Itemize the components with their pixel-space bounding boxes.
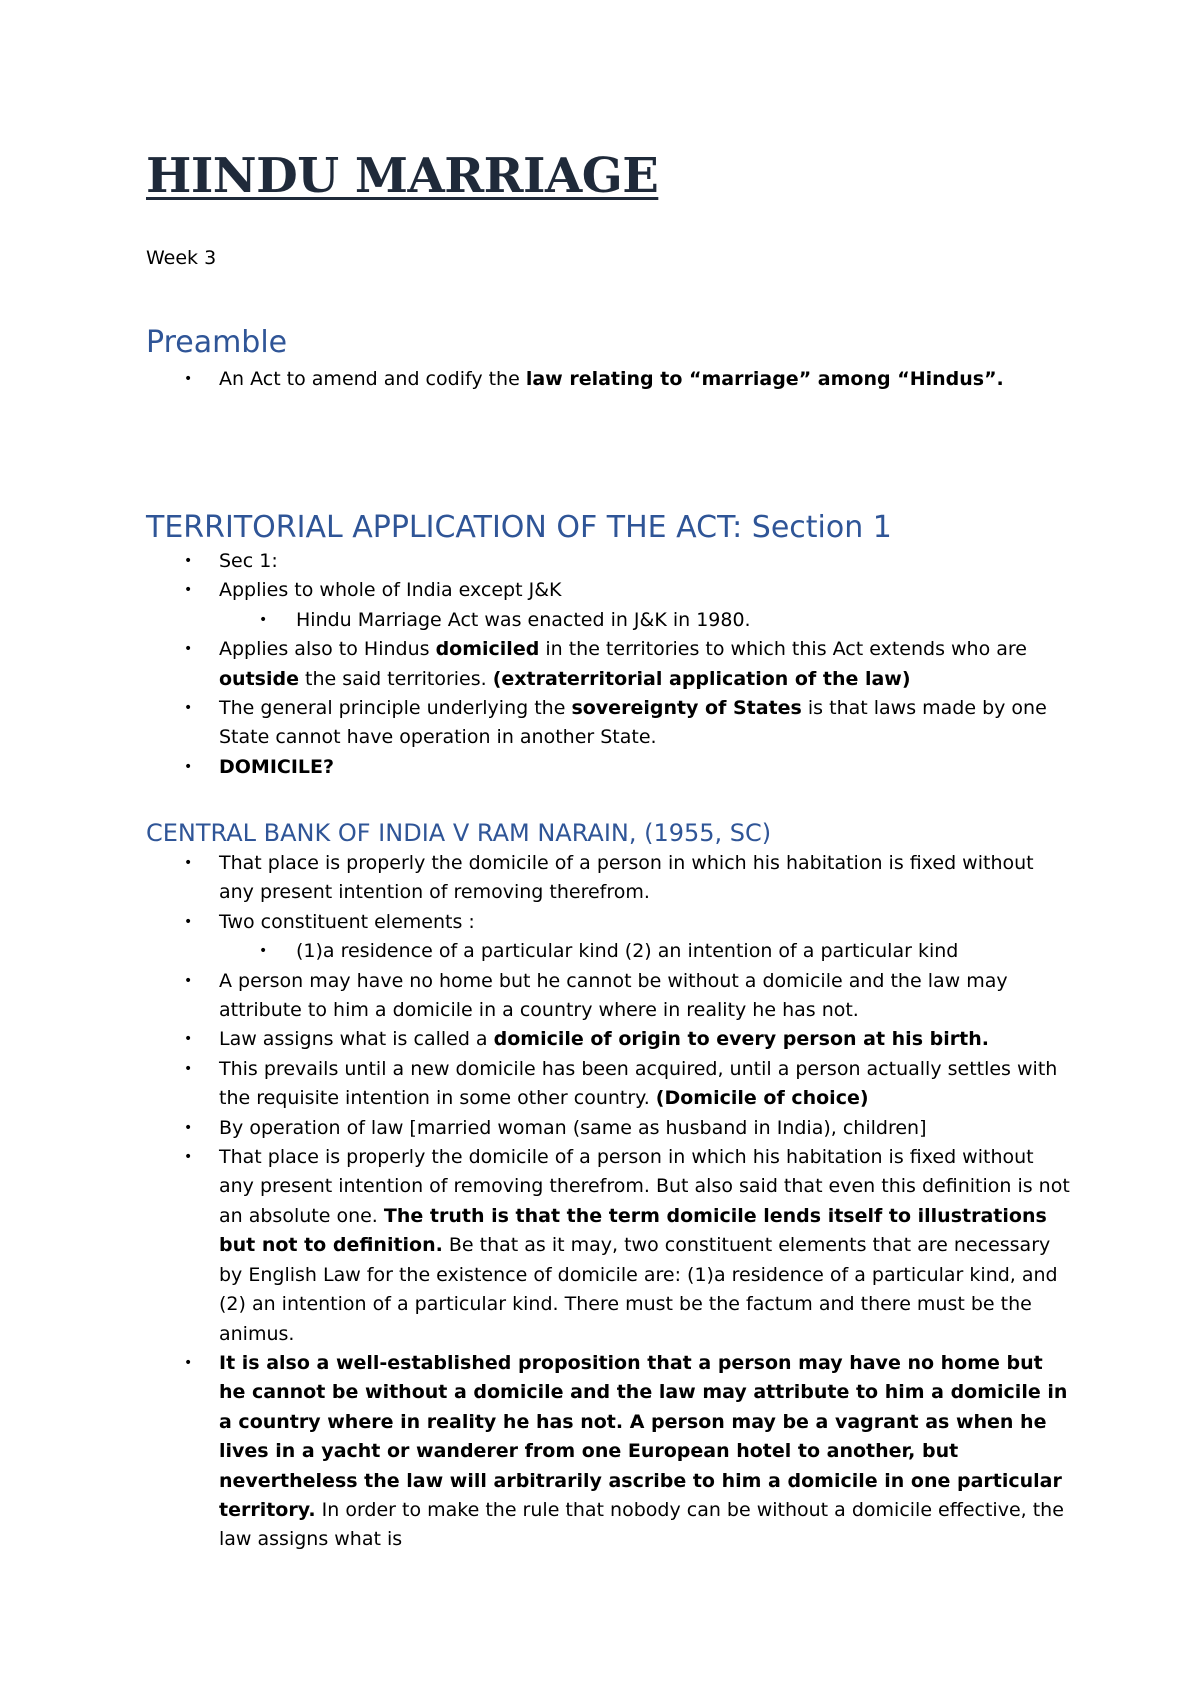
- list-item: • That place is properly the domicile of a person in which his habitation is fixed without any present intention of removing therefrom.: [0, 849, 1200, 908]
- list-item: • Applies to whole of India except J&K: [0, 576, 1200, 605]
- list-item: • Law assigns what is called a domicile of origin to every person at his birth.: [0, 1025, 1200, 1054]
- sub-list-item: • Hindu Marriage Act was enacted in J&K in 1980.: [0, 606, 1200, 635]
- list-item: • A person may have no home but he cannot be without a domicile and the law may attribute to him a domicile in a country where in reality he has not.: [0, 967, 1200, 1026]
- week-label: Week 3: [146, 247, 217, 269]
- case-list: [0, 849, 1200, 1555]
- sub-list-item: • (1)a residence of a particular kind (2) an intention of a particular kind: [0, 937, 1200, 966]
- list-item: • This prevails until a new domicile has been acquired, until a person actually settles with the requisite intention in some other country. (Domicile of choice): [0, 1055, 1200, 1114]
- preamble-heading: Preamble: [146, 325, 288, 360]
- territorial-heading: TERRITORIAL APPLICATION OF THE ACT: Section 1: [146, 510, 892, 545]
- list-item: • It is also a well-established proposition that a person may have no home but he cannot be without a domicile and the law may attribute to him a domicile in a country where in reality he has not. A person may be a vagrant as when he lives in a yacht or wanderer from one European hotel to another, but nevertheless the law will arbitrarily ascribe to him a domicile in one particular territory. In order to make the rule that nobody can be without a domicile effective, the law assigns what is: [0, 1349, 1200, 1555]
- document-title: HINDU MARRIAGE: [146, 148, 659, 204]
- list-item: • Sec 1:: [0, 547, 1200, 576]
- territorial-list: [0, 547, 1200, 782]
- list-item: • By operation of law [married woman (same as husband in India), children]: [0, 1114, 1200, 1143]
- preamble-list: [0, 365, 1200, 394]
- case-heading: CENTRAL BANK OF INDIA V RAM NARAIN, (1955, SC): [146, 819, 772, 847]
- list-item: • Applies also to Hindus domiciled in the territories to which this Act extends who are outside the said territories. (extraterritorial application of the law): [0, 635, 1200, 694]
- list-item: • An Act to amend and codify the law relating to “marriage” among “Hindus”.: [0, 365, 1200, 394]
- list-item: • DOMICILE?: [0, 753, 1200, 782]
- list-item: • That place is properly the domicile of a person in which his habitation is fixed without any present intention of removing therefrom. But also said that even this definition is not an absolute one. The truth is that the term domicile lends itself to illustrations but not to definition. Be that as it may, two constituent elements that are necessary by English Law for the existence of domicile are: (1)a residence of a particular kind, and (2) an intention of a particular kind. There must be the factum and there must be the animus.: [0, 1143, 1200, 1349]
- list-item: • Two constituent elements :: [0, 908, 1200, 937]
- list-item: • The general principle underlying the sovereignty of States is that laws made by one State cannot have operation in another State.: [0, 694, 1200, 753]
